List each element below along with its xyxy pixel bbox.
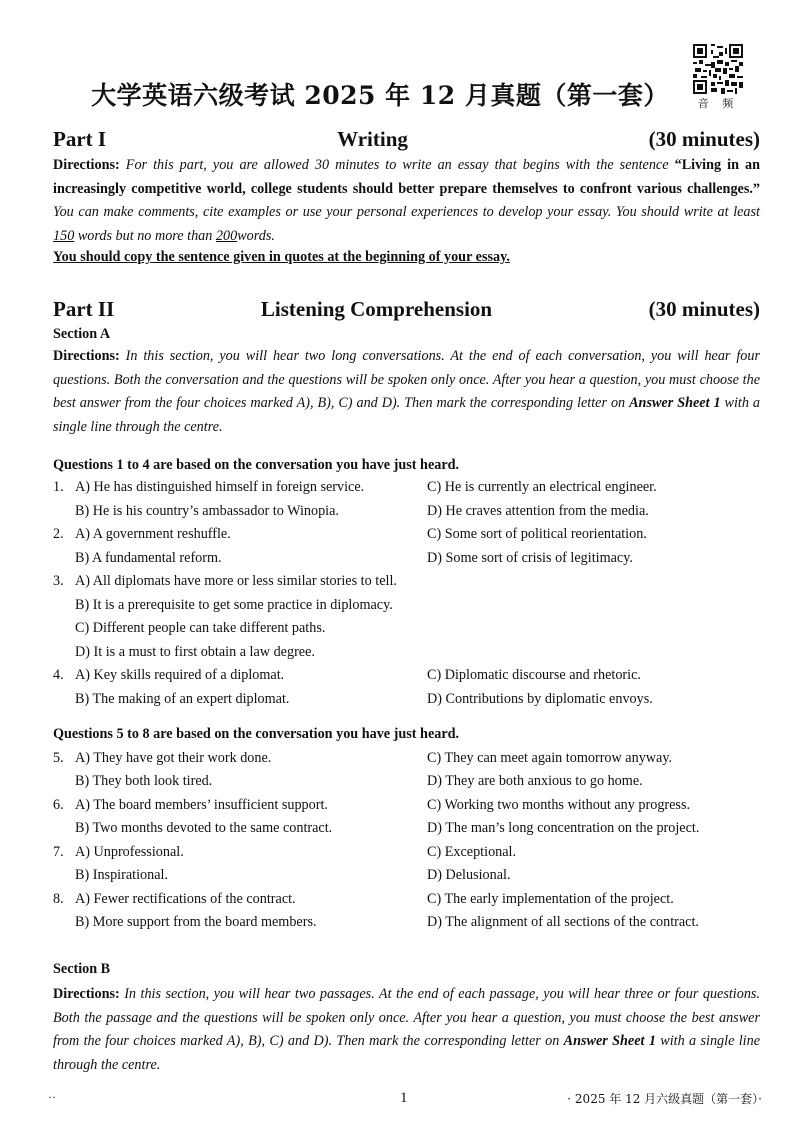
option-c: C) Some sort of political reorientation. <box>427 526 647 542</box>
question-number: 8. <box>53 891 64 907</box>
part1-directions <box>53 154 760 248</box>
question-number: 3. <box>53 573 64 589</box>
section-b-directions <box>53 983 760 1077</box>
question-number: 1. <box>53 479 64 495</box>
option-a: A) They have got their work done. <box>75 750 272 766</box>
question-number: 4. <box>53 667 64 683</box>
directions-text: with a single line through the centre. <box>53 1033 760 1073</box>
question-number: 6. <box>53 797 64 813</box>
option-a: A) All diplomats have more or less similar stories to tell. <box>75 573 397 589</box>
option-d: D) The alignment of all sections of the contract. <box>427 914 699 930</box>
answer-sheet-ref: Answer Sheet 1 <box>629 395 721 411</box>
directions-text: For this part, you are allowed 30 minutes to write an essay that begins with the sentence <box>125 157 669 173</box>
directions-text: with a single line through the centre. <box>53 395 760 435</box>
question-group-heading: Questions 1 to 4 are based on the conversation you have just heard. <box>53 457 460 473</box>
option-b: B) Inspirational. <box>75 867 168 883</box>
part2-label: Part II <box>53 297 115 321</box>
part1-time: (30 minutes) <box>648 127 760 151</box>
part2-heading <box>53 297 760 325</box>
option-d: D) Delusional. <box>427 867 511 883</box>
directions-text: words but no more than <box>77 227 213 244</box>
qr-caption: 音 频 <box>697 97 739 110</box>
option-d: D) It is a must to first obtain a law degree. <box>75 644 315 660</box>
part2-title: Listening Comprehension <box>260 297 493 321</box>
option-b: B) More support from the board members. <box>75 914 317 930</box>
option-c: C) Working two months without any progress. <box>427 797 691 813</box>
question-number: 2. <box>53 526 64 542</box>
option-b: B) He is his country’s ambassador to Winopia. <box>75 503 339 519</box>
option-d: D) They are both anxious to go home. <box>427 773 643 789</box>
option-a: A) He has distinguished himself in foreign service. <box>75 479 365 495</box>
section-b-label: Section B <box>53 961 111 977</box>
option-c: C) He is currently an electrical engineer. <box>427 479 657 495</box>
option-c: C) The early implementation of the project. <box>427 891 674 907</box>
footer-mark: ·· <box>48 1090 56 1104</box>
part2-time: (30 minutes) <box>648 297 760 321</box>
directions-text: You can make comments, cite examples or use your personal experiences to develop your essay. You should write at least <box>53 204 760 220</box>
question-number: 5. <box>53 750 64 766</box>
option-a: A) Fewer rectifications of the contract. <box>75 891 296 907</box>
option-c: C) They can meet again tomorrow anyway. <box>427 750 673 766</box>
option-b: B) The making of an expert diplomat. <box>75 691 290 707</box>
exam-title: 大学英语六级考试 2025 年 12 月真题（第一套） <box>91 81 669 110</box>
question-group-heading: Questions 5 to 8 are based on the conversation you have just heard. <box>53 726 460 742</box>
page-number: 1 <box>400 1090 408 1106</box>
answer-sheet-ref: Answer Sheet 1 <box>563 1033 656 1049</box>
part1-heading <box>53 127 760 155</box>
question-number: 7. <box>53 844 64 860</box>
option-a: A) A government reshuffle. <box>75 526 231 542</box>
directions-label: Directions: <box>53 157 120 173</box>
option-a: A) The board members’ insufficient support. <box>75 797 328 813</box>
option-d: D) Some sort of crisis of legitimacy. <box>427 550 633 566</box>
essay-quote: “Living in an increasingly competitive world, college students should better prepare themselves to confront various challenges.” <box>53 157 761 197</box>
option-b: B) A fundamental reform. <box>75 550 222 566</box>
option-c: C) Different people can take different paths. <box>75 620 326 636</box>
max-words: 200 <box>215 227 238 244</box>
qr-code-icon[interactable] <box>693 44 743 94</box>
option-d: D) He craves attention from the media. <box>427 503 649 519</box>
min-words: 150 <box>53 227 75 244</box>
option-a: A) Key skills required of a diplomat. <box>75 667 285 683</box>
footer-running-title: · 2025 年 12 月六级真题（第一套）· <box>567 1092 762 1106</box>
option-d: D) Contributions by diplomatic envoys. <box>427 691 653 707</box>
directions-text: In this section, you will hear two long conversations. At the end of each conversation, you will hear four questions. Both the conversation and the questions will be spoken only once. After you hear a question, you must choose the best answer from the four choices marked A), B), C) and D). Then mark the corresponding letter on <box>53 348 761 411</box>
option-c: C) Diplomatic discourse and rhetoric. <box>427 667 641 683</box>
directions-text: words. <box>237 227 275 244</box>
option-b: B) It is a prerequisite to get some practice in diplomacy. <box>75 597 393 613</box>
directions-label: Directions: <box>53 986 120 1002</box>
option-b: B) They both look tired. <box>75 773 213 789</box>
option-a: A) Unprofessional. <box>75 844 184 860</box>
part1-title: Writing <box>337 127 408 151</box>
section-a-label: Section A <box>53 326 111 342</box>
copy-sentence-note: You should copy the sentence given in quotes at the beginning of your essay. <box>53 249 510 265</box>
directions-text: In this section, you will hear two passages. At the end of each passage, you will hear three or four questions. Both the passage and the questions will be spoken only once. After you hear a question, you must choose the best answer from the four choices marked A), B), C) and D). Then mark the corresponding letter on <box>53 986 761 1049</box>
part1-label: Part I <box>53 127 107 151</box>
option-b: B) Two months devoted to the same contract. <box>75 820 333 836</box>
option-d: D) The man’s long concentration on the project. <box>427 820 700 836</box>
option-c: C) Exceptional. <box>427 844 517 860</box>
section-a-directions <box>53 345 760 439</box>
directions-label: Directions: <box>53 348 120 364</box>
